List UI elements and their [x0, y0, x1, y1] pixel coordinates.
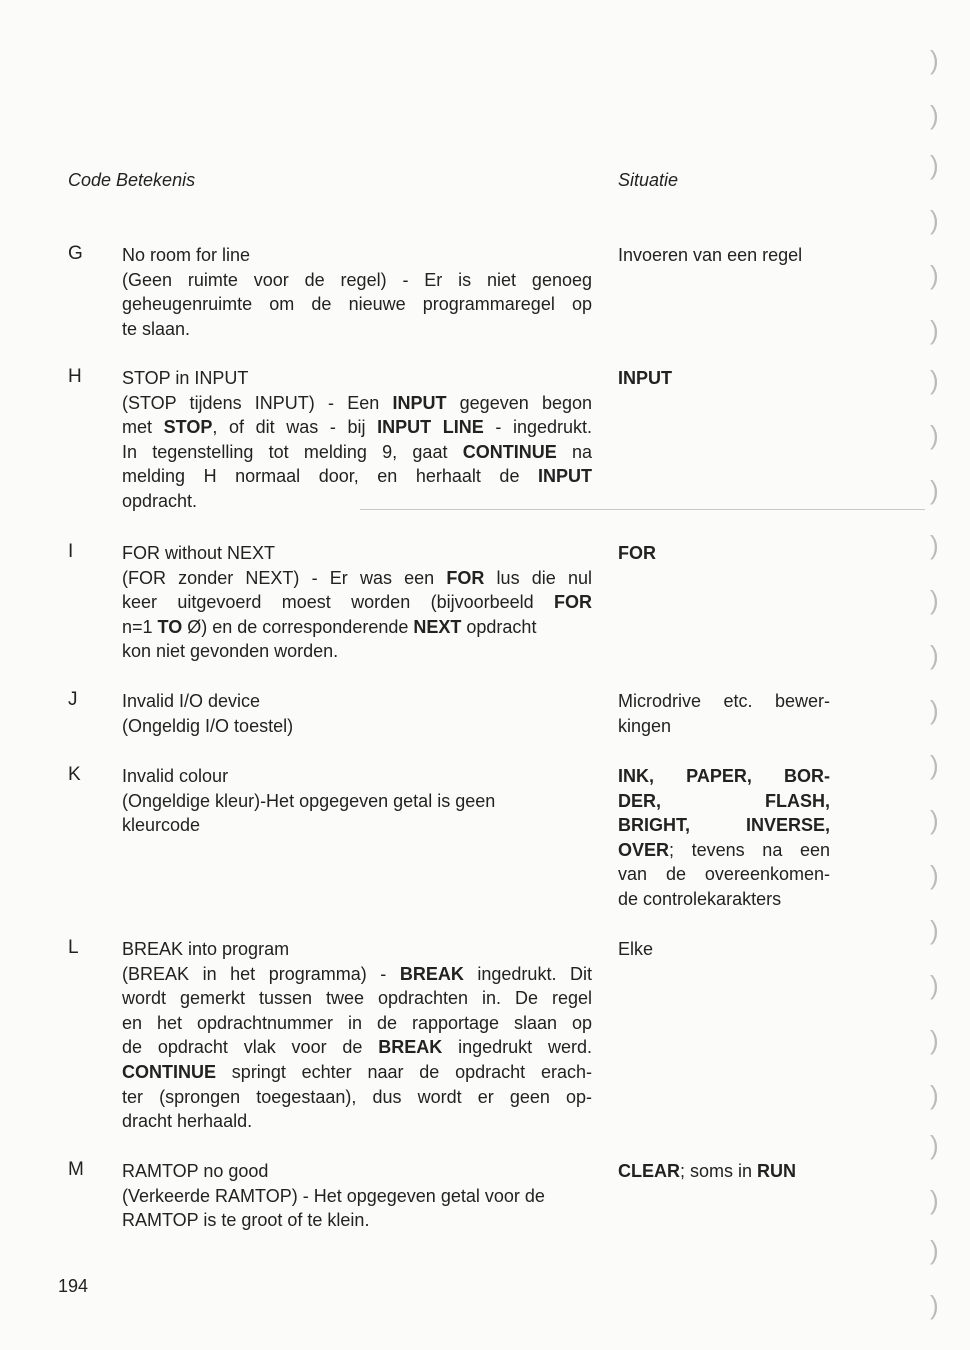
- description-line: en het opdrachtnummer in de rapportage slaan op: [122, 1012, 592, 1033]
- situation-line: Microdrive etc. bewer-: [618, 691, 830, 711]
- error-title: RAMTOP no good: [122, 1161, 269, 1181]
- binding-mark: ): [930, 1080, 939, 1110]
- situation-line: de controlekarakters: [618, 888, 782, 909]
- binding-mark: ): [930, 695, 939, 725]
- error-description: [122, 541, 592, 664]
- error-code: I: [68, 541, 74, 562]
- binding-mark: ): [930, 420, 939, 450]
- error-description: [122, 1159, 592, 1233]
- binding-mark: ): [930, 365, 939, 395]
- description-line: In tegenstelling tot melding 9, gaat CONTINUE na: [122, 441, 592, 462]
- situation-line: BRIGHT, INVERSE,: [618, 815, 830, 836]
- description-line: opdracht.: [122, 490, 198, 511]
- description-line: RAMTOP is te groot of te klein.: [122, 1210, 370, 1231]
- binding-mark: ): [930, 475, 939, 505]
- description-line: (BREAK in het programma) - BREAK ingedrukt. Dit: [122, 963, 592, 984]
- description-line: te slaan.: [122, 318, 191, 339]
- column-header-code-meaning: Code Betekenis: [68, 170, 196, 190]
- error-title: FOR without NEXT: [122, 543, 276, 563]
- error-title: No room for line: [122, 245, 251, 265]
- binding-mark: ): [930, 585, 939, 615]
- description-line: kleurcode: [122, 815, 201, 836]
- binding-mark: ): [930, 750, 939, 780]
- binding-mark: ): [930, 1235, 939, 1265]
- error-description: [122, 366, 592, 514]
- error-title: BREAK into program: [122, 939, 290, 959]
- description-line: kon niet gevonden worden.: [122, 641, 339, 662]
- error-code: H: [68, 366, 82, 387]
- description-line: melding H normaal door, en herhaalt de INPUT: [122, 466, 592, 487]
- situation-line: INPUT: [618, 368, 672, 388]
- binding-mark: ): [930, 970, 939, 1000]
- divider: [360, 509, 925, 510]
- error-situation: [618, 764, 830, 912]
- description-line: (STOP tijdens INPUT) - Een INPUT gegeven begon: [122, 392, 592, 413]
- binding-mark: ): [930, 100, 939, 130]
- binding-mark: ): [930, 640, 939, 670]
- description-line: (Ongeldige kleur)-Het opgegeven getal is geen: [122, 790, 496, 811]
- error-title: STOP in INPUT: [122, 368, 249, 388]
- binding-mark: ): [930, 1290, 939, 1320]
- error-description: [122, 243, 592, 341]
- binding-mark: ): [930, 150, 939, 180]
- description-line: ter (sprongen toegestaan), dus wordt er geen op-: [122, 1086, 592, 1107]
- situation-line: DER, FLASH,: [618, 790, 830, 811]
- error-title: Invalid I/O device: [122, 691, 261, 711]
- description-line: (Ongeldig I/O toestel): [122, 715, 294, 736]
- description-line: wordt gemerkt tussen twee opdrachten in. De regel: [122, 988, 592, 1009]
- error-title: Invalid colour: [122, 766, 229, 786]
- error-code: G: [68, 243, 83, 264]
- error-code: J: [68, 689, 78, 710]
- situation-line: FOR: [618, 543, 656, 563]
- binding-mark: ): [930, 915, 939, 945]
- binding-mark: ): [930, 260, 939, 290]
- binding-mark: ): [930, 530, 939, 560]
- error-description: [122, 937, 592, 1134]
- binding-mark: ): [930, 205, 939, 235]
- binding-mark: ): [930, 1025, 939, 1055]
- situation-line: Elke: [618, 939, 654, 959]
- error-description: [122, 689, 592, 738]
- situation-line: OVER; tevens na een: [618, 839, 830, 860]
- binding-mark: ): [930, 315, 939, 345]
- situation-line: Invoeren van een regel: [618, 245, 803, 265]
- description-line: de opdracht vlak voor de BREAK ingedrukt werd.: [122, 1037, 592, 1058]
- situation-line: kingen: [618, 715, 672, 736]
- error-situation: [618, 937, 830, 962]
- binding-mark: ): [930, 1185, 939, 1215]
- situation-line: van de overeenkomen-: [618, 864, 830, 885]
- description-line: (Verkeerde RAMTOP) - Het opgegeven getal voor de: [122, 1185, 545, 1206]
- error-code: M: [68, 1159, 84, 1180]
- page-number: 194: [58, 1276, 89, 1296]
- error-situation: [618, 689, 830, 738]
- error-situation: [618, 366, 830, 391]
- situation-line: CLEAR; soms in RUN: [618, 1161, 797, 1181]
- error-code: K: [68, 764, 81, 785]
- description-line: (Geen ruimte voor de regel) - Er is niet genoeg: [122, 269, 592, 290]
- binding-mark: ): [930, 805, 939, 835]
- error-situation: [618, 541, 830, 566]
- description-line: (FOR zonder NEXT) - Er was een FOR lus die nul: [122, 567, 592, 588]
- binding-mark: ): [930, 860, 939, 890]
- description-line: keer uitgevoerd moest worden (bijvoorbeeld FOR: [122, 592, 592, 613]
- description-line: n=1 TO Ø) en de corresponderende NEXT opdracht: [122, 616, 537, 637]
- binding-mark: ): [930, 45, 939, 75]
- description-line: geheugenruimte om de nieuwe programmaregel op: [122, 294, 592, 315]
- error-situation: [618, 243, 830, 268]
- error-situation: [618, 1159, 830, 1184]
- description-line: CONTINUE springt echter naar de opdracht erach-: [122, 1061, 592, 1082]
- description-line: met STOP, of dit was - bij INPUT LINE - ingedrukt.: [122, 417, 593, 438]
- error-code: L: [68, 937, 79, 958]
- description-line: dracht herhaald.: [122, 1111, 253, 1132]
- error-description: [122, 764, 592, 838]
- binding-mark: ): [930, 1130, 939, 1160]
- situation-line: INK, PAPER, BOR-: [618, 766, 830, 786]
- column-header-situation: Situatie: [618, 170, 679, 190]
